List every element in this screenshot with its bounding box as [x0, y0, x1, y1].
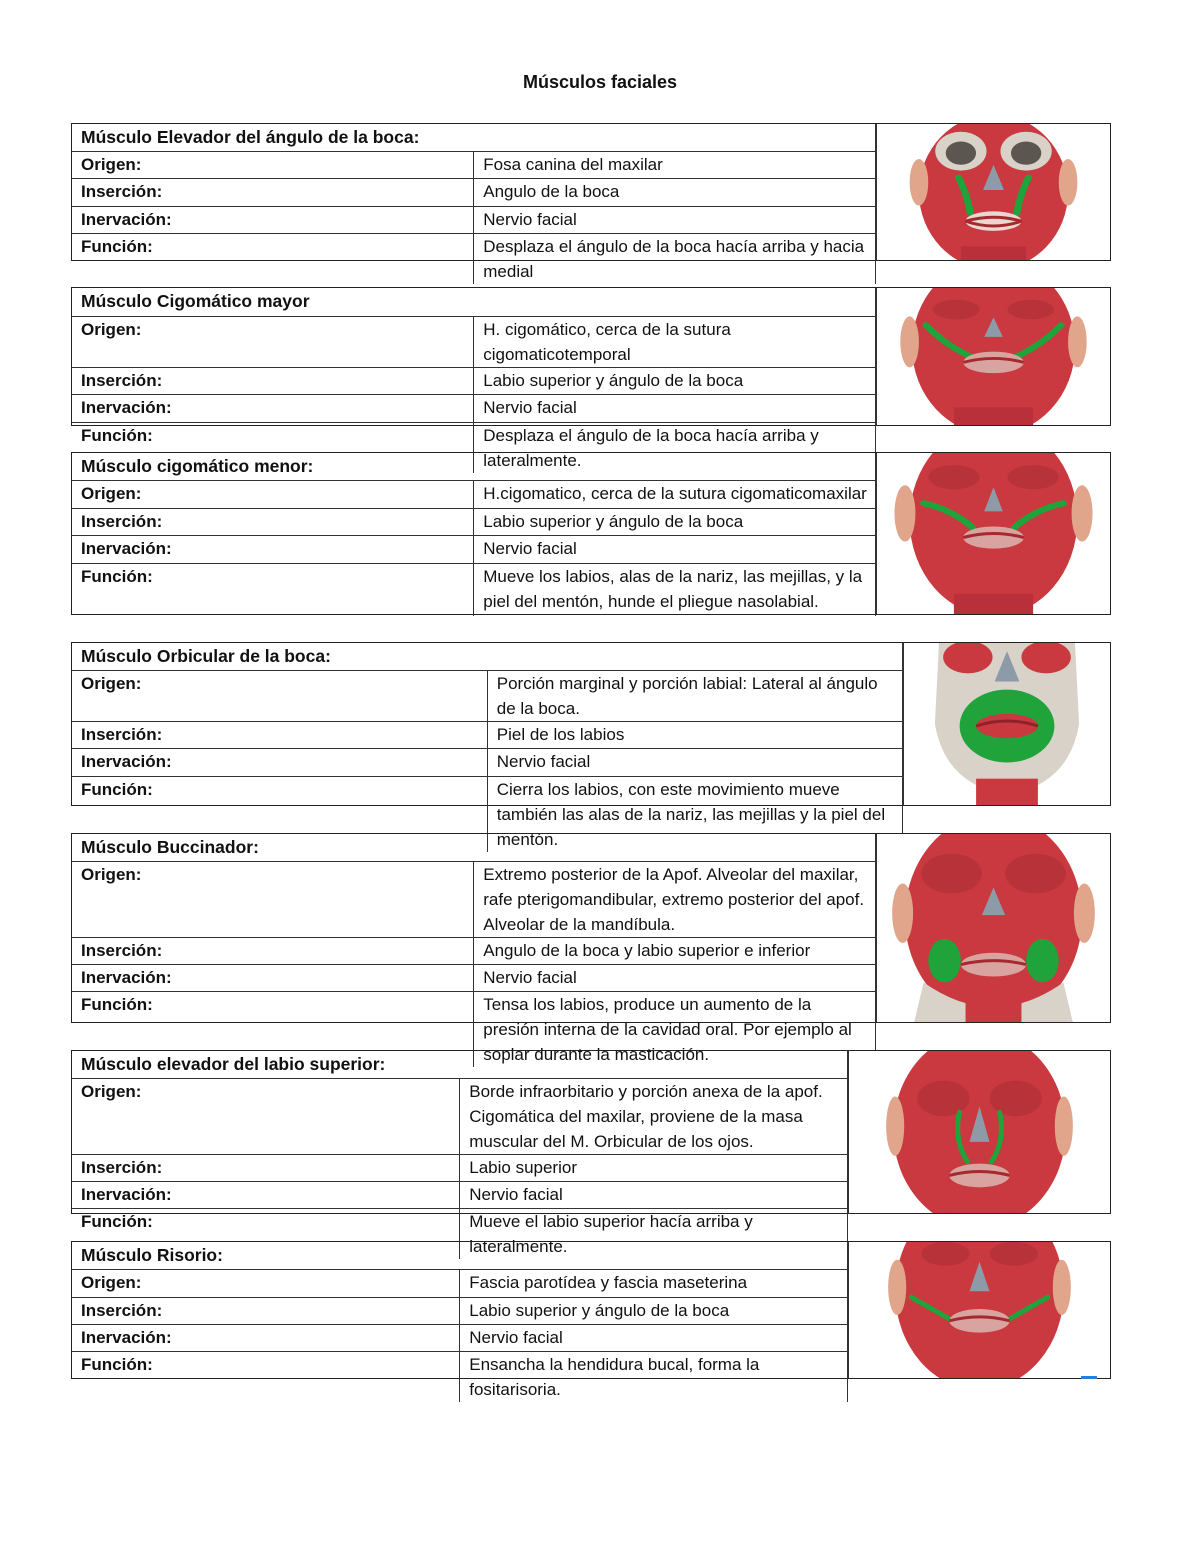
muscle-table [72, 288, 876, 473]
funcion-value: Mueve los labios, alas de la nariz, las mejillas, y la piel del mentón, hunde el pliegue nasolabial. [474, 563, 876, 616]
insercion-value: Labio superior y ángulo de la boca [474, 508, 876, 535]
text-cursor-marker [1081, 1376, 1097, 1379]
origen-value: H. cigomático, cerca de la sutura cigomaticotemporal [474, 316, 876, 367]
insercion-value: Labio superior [460, 1154, 848, 1181]
buccinador-illustration [876, 834, 1110, 1022]
muscle-name: Músculo Risorio: [72, 1242, 848, 1269]
inervacion-value: Nervio facial [474, 535, 876, 563]
insercion-value: Angulo de la boca y labio superior e inferior [474, 937, 876, 964]
inervacion-label: Inervación: [72, 535, 474, 563]
inervacion-value: Nervio facial [474, 206, 876, 233]
funcion-value: Mueve el labio superior hacía arriba y lateralmente. [460, 1208, 848, 1259]
insercion-label: Inserción: [72, 1154, 460, 1181]
funcion-label: Función: [72, 991, 474, 1067]
funcion-value: Tensa los labios, produce un aumento de la presión interna de la cavidad oral. Por ejemplo al soplar durante la masticación. [474, 991, 876, 1067]
insercion-label: Inserción: [72, 937, 474, 964]
inervacion-value: Nervio facial [460, 1324, 848, 1351]
orbicular-boca-illustration [903, 643, 1110, 805]
origen-label: Origen: [72, 1269, 460, 1297]
insercion-value: Labio superior y ángulo de la boca [474, 367, 876, 394]
origen-value: H.cigomatico, cerca de la sutura cigomaticomaxilar [474, 480, 876, 508]
muscle-name: Músculo Orbicular de la boca: [72, 643, 903, 670]
origen-value: Borde infraorbitario y porción anexa de la apof. Cigomática del maxilar, proviene de la masa muscular del M. Orbicular de los ojos. [460, 1078, 848, 1154]
funcion-value: Desplaza el ángulo de la boca hacía arriba y hacia medial [474, 233, 876, 284]
muscle-name: Músculo Cigomático mayor [72, 288, 876, 316]
origen-value: Fosa canina del maxilar [474, 151, 876, 178]
insercion-value: Angulo de la boca [474, 178, 876, 206]
funcion-label: Función: [72, 1208, 460, 1259]
inervacion-label: Inervación: [72, 1324, 460, 1351]
muscle-table [72, 124, 876, 284]
funcion-value: Desplaza el ángulo de la boca hacía arriba y lateralmente. [474, 422, 876, 473]
origen-label: Origen: [72, 670, 487, 721]
inervacion-value: Nervio facial [474, 394, 876, 422]
insercion-label: Inserción: [72, 1297, 460, 1324]
origen-label: Origen: [72, 1078, 460, 1154]
origen-label: Origen: [72, 861, 474, 937]
muscle-name: Músculo Elevador del ángulo de la boca: [72, 124, 876, 151]
inervacion-label: Inervación: [72, 964, 474, 991]
funcion-value: Cierra los labios, con este movimiento mueve también las alas de la nariz, las mejillas y la piel del mentón. [487, 776, 902, 852]
funcion-label: Función: [72, 422, 474, 473]
muscle-card [71, 452, 1111, 615]
funcion-label: Función: [72, 1351, 460, 1402]
inervacion-label: Inervación: [72, 206, 474, 233]
insercion-label: Inserción: [72, 367, 474, 394]
insercion-label: Inserción: [72, 508, 474, 535]
funcion-label: Función: [72, 563, 474, 616]
origen-label: Origen: [72, 316, 474, 367]
cigomatico-menor-illustration [876, 453, 1110, 614]
inervacion-label: Inervación: [72, 1181, 460, 1208]
inervacion-value: Nervio facial [460, 1181, 848, 1208]
funcion-value: Ensancha la hendidura bucal, forma la fositarisoria. [460, 1351, 848, 1402]
origen-value: Porción marginal y porción labial: Lateral al ángulo de la boca. [487, 670, 902, 721]
origen-label: Origen: [72, 151, 474, 178]
origen-value: Extremo posterior de la Apof. Alveolar del maxilar, rafe pterigomandibular, extremo posterior del apof. Alveolar de la mandíbula. [474, 861, 876, 937]
muscle-table [72, 1051, 848, 1259]
insercion-value: Piel de los labios [487, 721, 902, 748]
muscle-table [72, 453, 876, 616]
muscle-card [71, 1241, 1111, 1399]
funcion-label: Función: [72, 776, 487, 852]
elevador-angulo-boca-illustration [876, 124, 1110, 260]
muscle-table [72, 834, 876, 1067]
page-title: Músculos faciales [522, 72, 678, 92]
risorio-illustration [848, 1242, 1110, 1378]
inervacion-label: Inervación: [72, 748, 487, 776]
origen-label: Origen: [72, 480, 474, 508]
cigomatico-mayor-illustration [876, 288, 1110, 425]
muscle-name: Músculo elevador del labio superior: [72, 1051, 848, 1078]
muscle-name: Músculo Buccinador: [72, 834, 876, 861]
muscle-table [72, 643, 903, 852]
muscle-table [72, 1242, 848, 1402]
muscle-name: Músculo cigomático menor: [72, 453, 876, 480]
elevador-labio-superior-illustration [848, 1051, 1110, 1213]
funcion-label: Función: [72, 233, 474, 284]
inervacion-value: Nervio facial [474, 964, 876, 991]
inervacion-label: Inervación: [72, 394, 474, 422]
insercion-label: Inserción: [72, 178, 474, 206]
insercion-label: Inserción: [72, 721, 487, 748]
muscle-card [71, 123, 1111, 281]
insercion-value: Labio superior y ángulo de la boca [460, 1297, 848, 1324]
origen-value: Fascia parotídea y fascia maseterina [460, 1269, 848, 1297]
inervacion-value: Nervio facial [487, 748, 902, 776]
